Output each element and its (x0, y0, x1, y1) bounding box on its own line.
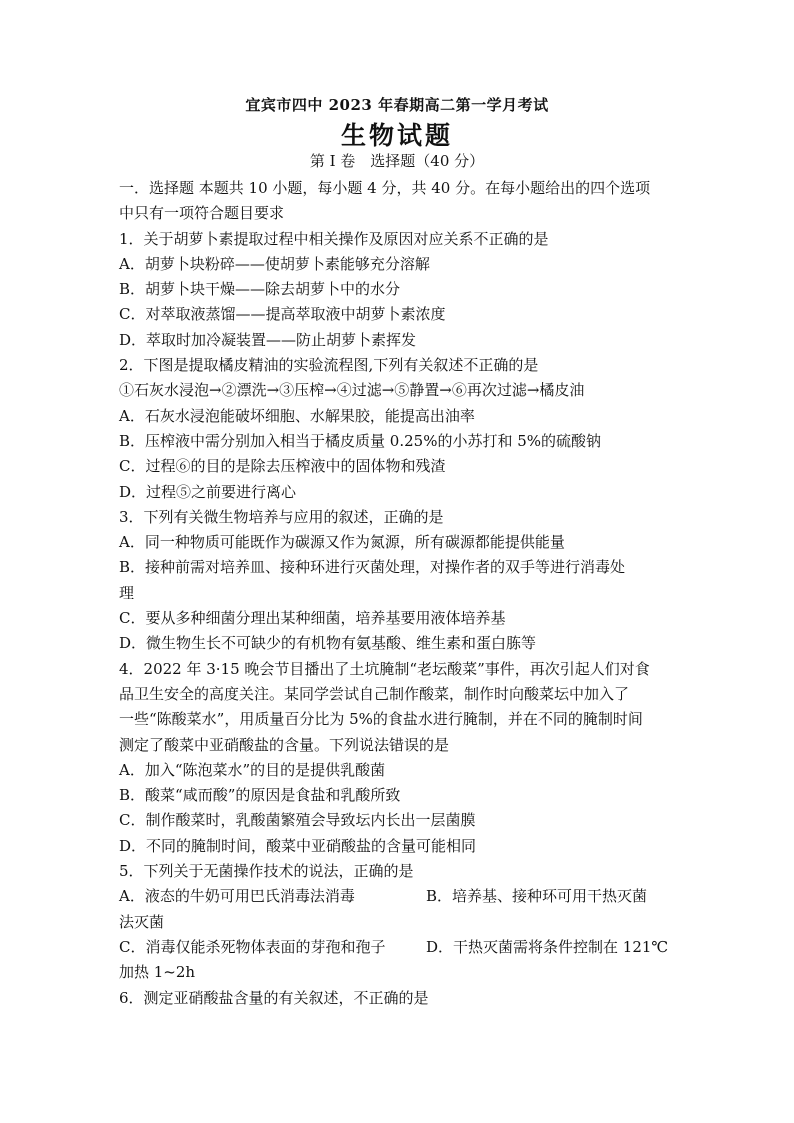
question-2-option-b: B．压榨液中需分别加入相当于橘皮质量 0.25%的小苏打和 5%的硫酸钠 (119, 431, 602, 450)
instructions-line-1: 一．选择题 本题共 10 小题，每小题 4 分，共 40 分。在每小题给出的四个选项 (119, 179, 651, 197)
question-1-option-b: B．胡萝卜块干燥——除去胡萝卜中的水分 (119, 280, 401, 299)
question-3-option-d: D．微生物生长不可缺少的有机物有氨基酸、维生素和蛋白胨等 (119, 634, 537, 653)
question-2-option-c: C．过程⑥的目的是除去压榨液中的固体物和残渣 (119, 457, 446, 476)
question-5-option-c: C．消毒仅能杀死物体表面的芽孢和孢子 (119, 937, 386, 956)
question-5-option-d: D．干热灭菌需将条件控制在 121℃ (426, 937, 669, 956)
question-4-option-b: B．酸菜“咸而酸”的原因是食盐和乳酸所致 (119, 786, 401, 805)
question-3-stem: 3．下列有关微生物培养与应用的叙述，正确的是 (119, 507, 444, 526)
question-3-option-a: A．同一种物质可能既作为碳源又作为氮源，所有碳源都能提供能量 (119, 533, 565, 552)
question-4-option-d: D．不同的腌制时间，酸菜中亚硝酸盐的含量可能相同 (119, 836, 477, 855)
question-3-option-b: B．接种前需对培养皿、接种环进行灭菌处理，对操作者的双手等进行消毒处 (119, 558, 626, 577)
question-5-options-row-1 (119, 884, 679, 909)
question-5-option-b-cont: 法灭菌 (119, 912, 165, 931)
question-2-flow: ①石灰水浸泡→②漂洗→③压榨→④过滤→⑤静置→⑥再次过滤→橘皮油 (119, 381, 585, 400)
question-1-option-d: D．萃取时加冷凝装置——防止胡萝卜素挥发 (119, 330, 417, 349)
exam-title: 宜宾市四中 2023 年春期高二第一学月考试 (245, 96, 549, 114)
question-1-option-c: C．对萃取液蒸馏——提高萃取液中胡萝卜素浓度 (119, 305, 446, 324)
question-2-option-a: A．石灰水浸泡能破坏细胞、水解果胶，能提高出油率 (119, 406, 475, 425)
question-6-stem: 6．测定亚硝酸盐含量的有关叙述，不正确的是 (119, 988, 429, 1007)
question-5-stem: 5．下列关于无菌操作技术的说法，正确的是 (119, 862, 414, 881)
question-5-option-d-cont: 加热 1~2h (119, 963, 196, 982)
question-4-stem-3: 一些“陈酸菜水”，用质量百分比为 5%的食盐水进行腌制，并在不同的腌制时间 (119, 710, 643, 729)
section-title: 第 I 卷 选择题（40 分） (309, 152, 485, 170)
question-1-option-a: A．胡萝卜块粉碎——使胡萝卜素能够充分溶解 (119, 254, 430, 273)
subject-title: 生物试题 (340, 121, 453, 150)
question-3-option-b-cont: 理 (119, 583, 135, 602)
question-4-stem-2: 品卫生安全的高度关注。某同学尝试自己制作酸菜，制作时向酸菜坛中加入了 (119, 684, 630, 703)
question-4-option-c: C．制作酸菜时，乳酸菌繁殖会导致坛内长出一层菌膜 (119, 811, 476, 830)
question-4-stem-1: 4．2022 年 3·15 晚会节目播出了土坑腌制“老坛酸菜”事件，再次引起人们对食 (119, 659, 650, 678)
question-4-stem-4: 测定了酸菜中亚硝酸盐的含量。下列说法错误的是 (119, 735, 450, 754)
question-1-stem: 1．关于胡萝卜素提取过程中相关操作及原因对应关系不正确的是 (119, 229, 549, 248)
question-4-option-a: A．加入“陈泡菜水”的目的是提供乳酸菌 (119, 760, 386, 779)
question-2-stem: 2．下图是提取橘皮精油的实验流程图,下列有关叙述不正确的是 (119, 356, 539, 375)
question-5-option-b: B．培养基、接种环可用干热灭菌 (426, 887, 648, 906)
question-5-options-row-2 (119, 935, 679, 960)
question-body (119, 176, 679, 1011)
question-2-option-d: D．过程⑤之前要进行离心 (119, 482, 297, 501)
question-5-option-a: A．液态的牛奶可用巴氏消毒法消毒 (119, 887, 355, 906)
question-3-option-c: C．要从多种细菌分理出某种细菌，培养基要用液体培养基 (119, 609, 506, 628)
instructions-line-2: 中只有一项符合题目要求 (119, 204, 285, 223)
